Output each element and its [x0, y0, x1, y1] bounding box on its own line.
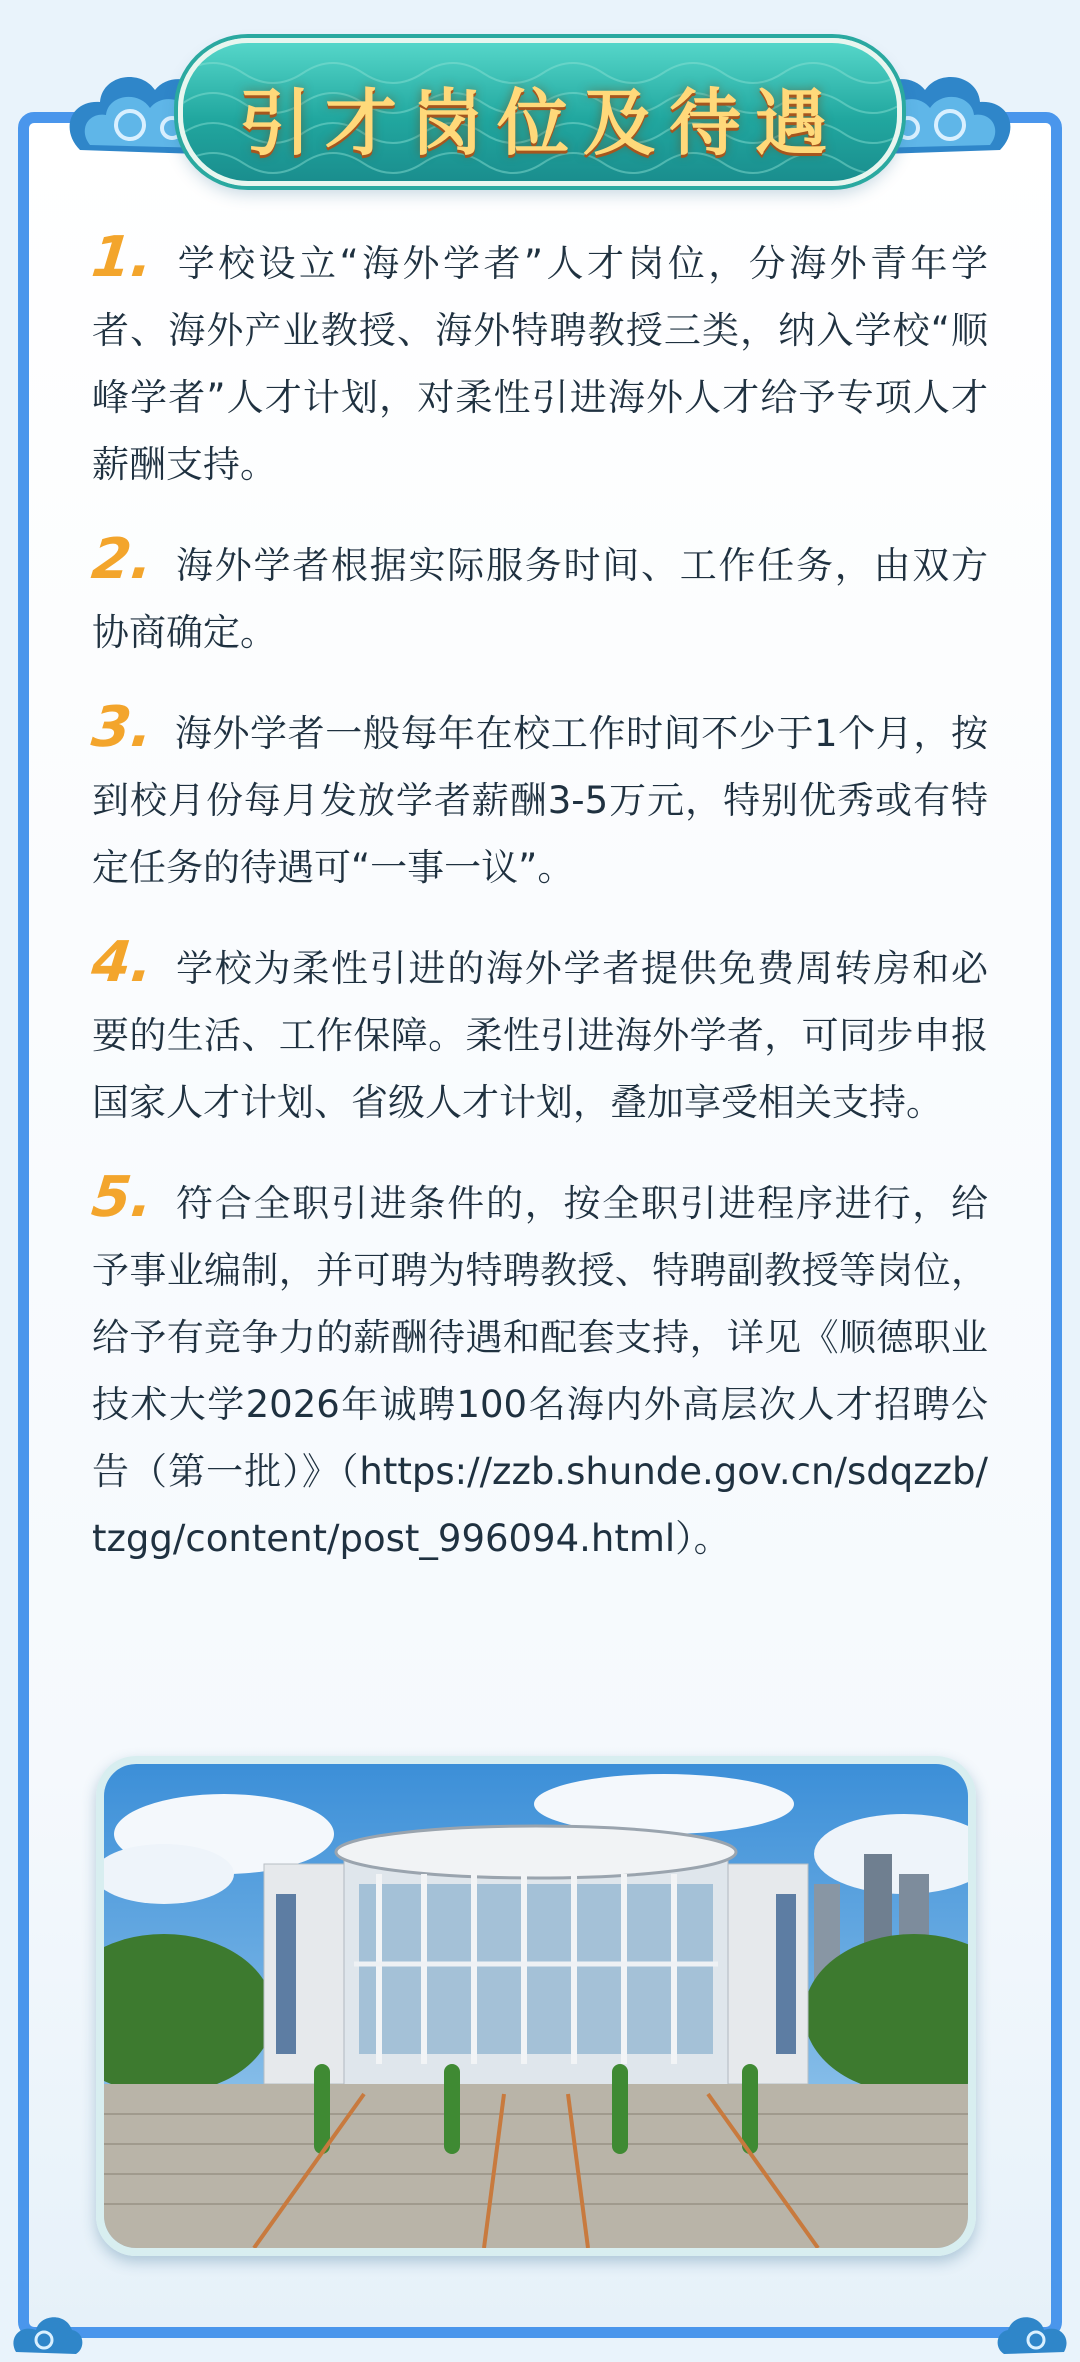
list-item — [88, 527, 988, 666]
bottom-right-cloud-icon — [992, 2300, 1072, 2360]
item-number: 3. — [88, 695, 156, 760]
list-item — [88, 695, 988, 901]
item-number: 2. — [88, 527, 156, 592]
page-title: 引才岗位及待遇 — [238, 80, 841, 165]
item-number: 1. — [88, 225, 156, 290]
item-text: 海外学者一般每年在校工作时间不少于1个月，按到校月份每月发放学者薪酬3-5万元，特别优秀或有特定任务的待遇可“一事一议”。 — [92, 712, 988, 889]
item-number: 5. — [88, 1165, 156, 1230]
item-text: 海外学者根据实际服务时间、工作任务，由双方协商确定。 — [92, 544, 988, 654]
building-illustration — [104, 1764, 968, 2248]
list-item — [88, 225, 988, 498]
list-item — [88, 930, 988, 1136]
item-text: 学校设立“海外学者”人才岗位，分海外青年学者、海外产业教授、海外特聘教授三类，纳入学校“顺峰学者”人才计划，对柔性引进海外人才给予专项人才薪酬支持。 — [92, 242, 988, 486]
item-number: 4. — [88, 930, 156, 995]
item-text: 学校为柔性引进的海外学者提供免费周转房和必要的生活、工作保障。柔性引进海外学者，可同步申报国家人才计划、省级人才计划，叠加享受相关支持。 — [92, 947, 988, 1124]
content-list — [88, 225, 988, 1606]
bottom-left-cloud-icon — [8, 2300, 88, 2360]
campus-building-photo — [96, 1756, 976, 2256]
list-item — [88, 1165, 988, 1572]
title-banner — [178, 38, 902, 186]
item-text: 符合全职引进条件的，按全职引进程序进行，给予事业编制，并可聘为特聘教授、特聘副教授等岗位，给予有竞争力的薪酬待遇和配套支持，详见《顺德职业技术大学2026年诚聘100名海内外高层次人才招聘公告（第一批）》（https://zzb.shunde.gov.cn/sdqzzb/tzgg/content/post_996094.html）。 — [92, 1182, 988, 1560]
